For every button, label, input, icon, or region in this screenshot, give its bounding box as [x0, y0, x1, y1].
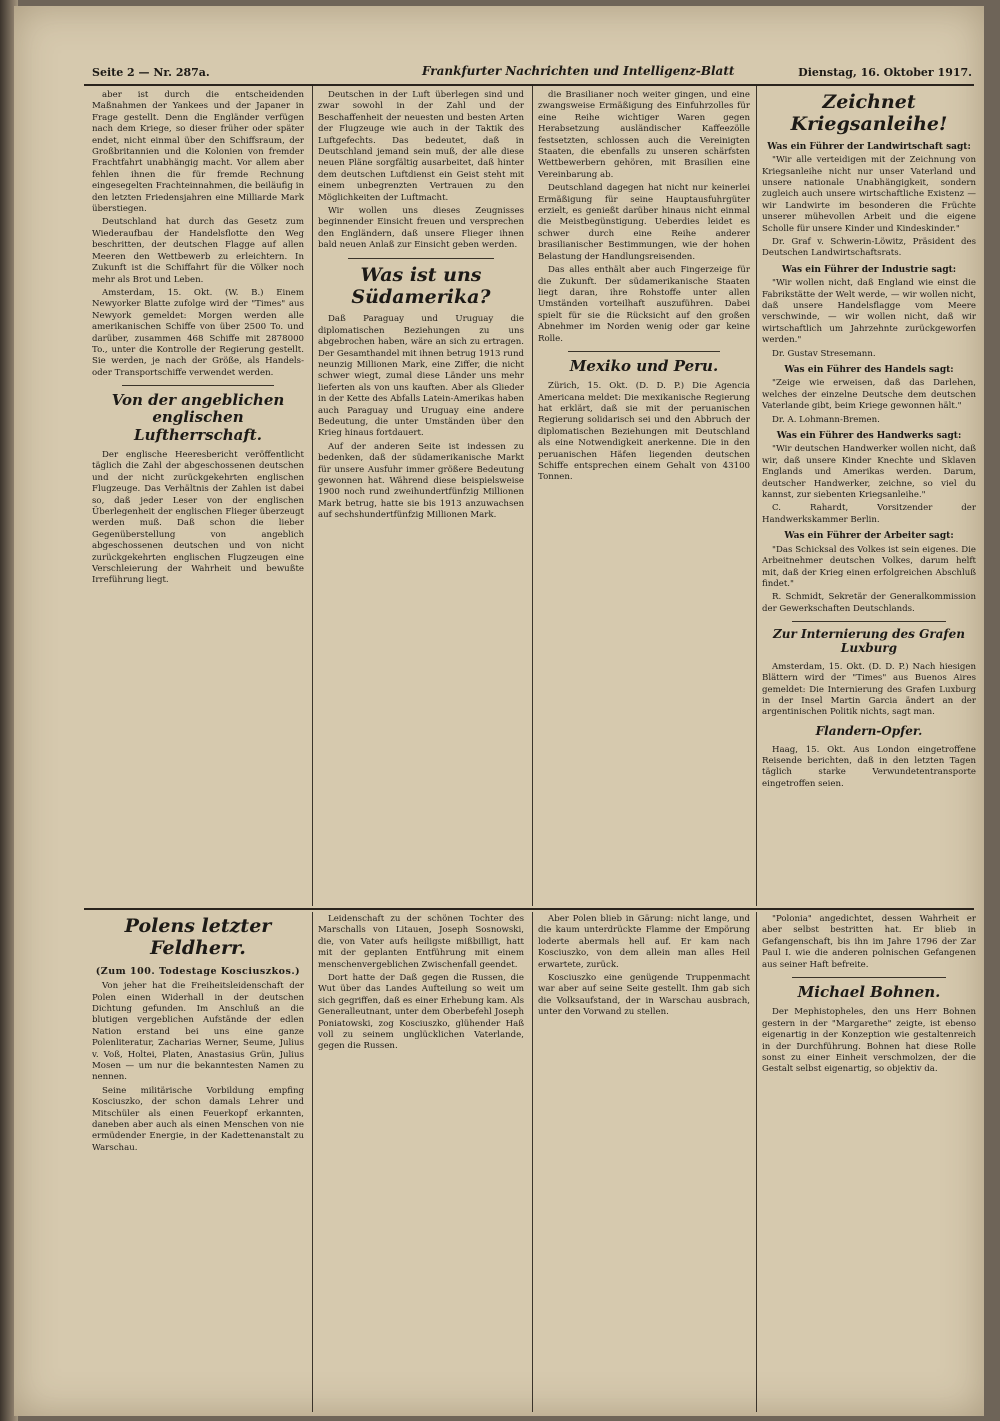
column-divider [312, 86, 313, 906]
column-3 [538, 90, 750, 904]
article-text: Auf der anderen Seite ist indessen zu bedenken, daß der südamerikanische Markt für unsere Ausfuhr immer größere Bedeutung gewonnen hat. Während diese beispielsweise 1900 noch rund zweihundertfünfzig Millionen Mark betrug, hatte sie bis 1913 anzuwachsen auf sechshundertfünfzig Millionen Mark. [318, 441, 524, 521]
page-header [92, 64, 972, 82]
article-headline: Von der angeblichen englischen Luftherrschaft. [111, 391, 285, 444]
column-divider [532, 86, 533, 906]
article-text: Haag, 15. Okt. Aus London eingetroffene Reisende berichten, daß in den letzten Tagen täglich starke Verwundetentransporte eingetroffen seien. [762, 744, 976, 789]
column-2 [318, 90, 524, 904]
bottom-column-4 [762, 914, 976, 1410]
article-separator [568, 351, 720, 352]
article-separator [792, 977, 946, 978]
article-text: Der englische Heeresbericht veröffentlicht täglich die Zahl der abgeschossenen deutschen und der nicht zurückgekehrten englischen Flugzeuge. Das Verhältnis der Zahlen ist dabei so, daß jeder Leser von der englischen Überlegenheit der englischen Flieger überzeugt werden muß. Daß schon die lieber Gegenüberstellung von angeblich abgeschossenen deutschen und von nicht zurückgekehrten englischen Flugzeugen eine Verschleierung der Wahrheit und bewußte Irreführung liegt. [92, 449, 304, 586]
article-text: Daß Paraguay und Uruguay die diplomatischen Beziehungen zu uns abgebrochen haben, wäre an sich zu ertragen. Der Gesamthandel mit ihnen betrug 1913 rund neunzig Millionen Mark, eine Ziffer, die nicht schwer wiegt, zumal diese Länder uns mehr lieferten als von uns kauften. Aber als Glieder in der Kette des Abfalls Latein-Amerikas haben auch Paraguay und Uruguay eine andere Bedeutung, die unter Umständen über den Krieg hinaus fortdauert. [318, 314, 524, 439]
article-headline: Zeichnet Kriegsanleihe! [790, 91, 948, 135]
article-text: Dort hatte der Daß gegen die Russen, die Wut über das Landes Aufteilung so weit um sich gegriffen, daß es einer Erhebung kam. Als Generalleutnant, unter dem Oberbefehl Joseph Poniatowski, zog Kosciuszko, glühender Haß voll zu seinem unglücklichen Vaterlande, gegen die Russen. [318, 973, 524, 1052]
article-headline: Flandern-Opfer. [815, 723, 923, 738]
quote-text: "Das Schicksal des Volkes ist sein eigenes. Die Arbeitnehmer deutschen Volkes, darum helft mit, daß der Krieg einen erfolgreichen Abschluß findet." [762, 544, 976, 589]
article-text: Der Mephistopheles, den uns Herr Bohnen gestern in der "Margarethe" zeigte, ist ebenso eigenartig in der Konzeption wie gestaltenreich in der Durchführung. Bohnen hat diese Rolle sonst zu einer Einheit verschmolzen, der die Gestalt selbst eigenartig, so objektiv da. [762, 1007, 976, 1075]
article-headline: Polens letzter Feldherr. [124, 915, 272, 959]
article-headline: Mexiko und Peru. [569, 356, 719, 375]
bottom-column-1 [92, 914, 304, 1410]
article-text: Seine militärische Vorbildung empfing Kosciuszko, der schon damals Lehrer und Mitschüler als einen Feuerkopf erkannten, daneben aber auch als einen Menschen von nie ermüdender Energie, in der Kadettenanstalt zu Warschau. [92, 1085, 304, 1153]
quote-heading: Was ein Führer der Arbeiter sagt: [784, 531, 954, 542]
section-rule [84, 908, 974, 910]
column-divider [532, 912, 533, 1412]
article-text: Aber Polen blieb in Gärung: nicht lange, und die kaum unterdrückte Flamme der Empörung loderte abermals hell auf. Er kam nach Kosciuszko, von dem allein man alles Heil erwartete, zurück. [538, 914, 750, 970]
newspaper-page [14, 6, 984, 1416]
page-number: Seite 2 — Nr. 287a. [92, 66, 210, 79]
bottom-column-2 [318, 914, 524, 1410]
quote-heading: Was ein Führer des Handwerks sagt: [776, 431, 962, 442]
quote-text: "Zeige wie erweisen, daß das Darlehen, welches der einzelne Deutsche dem deutschen Vaterlande gibt, beim Kriege gewonnen hält." [762, 378, 976, 412]
quote-text: "Wir deutschen Handwerker wollen nicht, daß wir, daß unsere Kinder Knechte und Sklaven Englands und Amerikas werden. Darum, deutscher Handwerker, zeichne, so viel du kannst, zur siebenten Kriegsanleihe." [762, 444, 976, 501]
article-text: Amsterdam, 15. Okt. (D. D. P.) Nach hiesigen Blättern wird der "Times" aus Buenos Aires gemeldet: Die Internierung des Grafen Luxburg in der Insel Martin Garcia ändert an der argentinischen Politik nichts, sagt man. [762, 661, 976, 718]
article-text: aber ist durch die entscheidenden Maßnahmen der Yankees und der Japaner in Frage gestellt. Denn die Engländer verfügen nach dem Kriege, so dieser früher oder später endet, nicht einmal über den Schiffsraum, der Großbritannien und die Kolonien von fremder Frachtfahrt unabhängig macht. Vor allem aber fehlen ihnen die für fremde Rechnung eingesegelten Frachteinnahmen, die beiläufig in den letzten Friedensjahren eine Milliarde Mark überstiegen. [92, 90, 304, 215]
article-text: Das alles enthält aber auch Fingerzeige für die Zukunft. Der südamerikanische Staaten liegt daran, ihre Rohstoffe unter allen Umständen vorteilhaft auszuführen. Dabei spielt für sie die Rücksicht auf den großen Abnehmer im Norden wenig oder gar keine Rolle. [538, 265, 750, 344]
issue-date: Dienstag, 16. Oktober 1917. [798, 66, 972, 79]
column-4 [762, 90, 976, 904]
quote-signature: Dr. Gustav Stresemann. [772, 348, 876, 359]
article-text: Deutschen in der Luft überlegen sind und zwar sowohl in der Zahl und der Beschaffenheit der neuesten und besten Arten der Flugzeuge wie auch in der Taktik des Luftgefechts. Das bedeutet, daß in Deutschland jemand sein muß, der alle diese neuen Pläne sorgfältig ausarbeitet, daß hinter dem deutschen Luftdienst ein Geist steht mit einem unbegrenzten Vertrauen zu den Möglichkeiten der Luftmacht. [318, 90, 524, 203]
article-text: Wir wollen uns dieses Zeugnisses beginnender Einsicht freuen und versprechen den Engländern, daß unsere Flieger ihnen bald neuen Anlaß zur Einsicht geben werden. [318, 206, 524, 251]
article-text: Von jeher hat die Freiheitsleidenschaft der Polen einen Widerhall in der deutschen Dichtung gefunden. Im Anschluß an die blutigen vergeblichen Aufstände der edlen Nation erstand bei uns eine ganze Polenliteratur, Zacharias Werner, Seume, Julius v. Voß, Holtei, Platen, Anastasius Grün, Julius Mosen — um nur die bekanntesten Namen zu nennen. [92, 981, 304, 1083]
header-rule [84, 84, 974, 86]
article-headline: Zur Internierung des Grafen Luxburg [773, 627, 965, 655]
newspaper-title: Frankfurter Nachrichten und Intelligenz-Blatt [422, 64, 735, 78]
quote-heading: Was ein Führer der Industrie sagt: [781, 264, 957, 275]
column-1 [92, 90, 304, 904]
article-text: Deutschland hat durch das Gesetz zum Wiederaufbau der Handelsflotte den Weg beschritten, der deutschen Flagge auf allen Meeren den Wettbewerb zu erleichtern. In Zukunft ist die Schiffahrt für die Völker noch mehr als Brot und Leben. [92, 217, 304, 285]
column-divider [312, 912, 313, 1412]
article-text: Amsterdam, 15. Okt. (W. B.) Einem Newyorker Blatte zufolge wird der "Times" aus Newyork gemeldet: Morgen werden alle amerikanischen Schiffe von über 2500 To. und darüber, zusammen 468 Schiffe mit 2878000 To., unter die Kontrolle der Regierung gestellt. Sie werden, je nach der Größe, als Handels- oder Transportschiffe verwendet werden. [92, 287, 304, 378]
quote-signature: Dr. A. Lohmann-Bremen. [772, 414, 880, 425]
article-headline: Michael Bohnen. [797, 983, 941, 1002]
article-text: "Polonia" angedichtet, dessen Wahrheit er aber selbst bestritten hat. Er blieb in Gefangenschaft, bis ihn im Jahre 1796 der Zar Paul I. wie die anderen polnischen Gefangenen aus seiner Haft befreite. [762, 914, 976, 970]
quote-signature: Dr. Graf v. Schwerin-Löwitz, Präsident des Deutschen Landwirtschaftsrats. [762, 236, 976, 259]
quote-text: "Wir alle verteidigen mit der Zeichnung von Kriegsanleihe nicht nur unser Vaterland und unsere nationale Unabhängigkeit, sondern zugleich auch unsere wirtschaftliche Existenz — wir Landwirte im besonderen die Früchte unserer mühevollen Arbeit und die eigene Scholle für unsere Kinder und Kindeskinder." [762, 155, 976, 234]
article-text: Zürich, 15. Okt. (D. D. P.) Die Agencia Americana meldet: Die mexikanische Regierung hat erklärt, daß sie mit der peruanischen Regierung solidarisch sei und den Abbruch der diplomatischen Beziehungen mit Deutschland als eine Notwendigkeit anerkenne. Die in den peruanischen Häfen liegenden deutschen Schiffe entsprechen einem Gehalt von 43100 Tonnen. [538, 381, 750, 483]
column-divider [756, 86, 757, 906]
article-separator [122, 385, 274, 386]
quote-signature: C. Rahardt, Vorsitzender der Handwerkskammer Berlin. [762, 503, 976, 525]
article-text: die Brasilianer noch weiter gingen, und eine zwangsweise Ermäßigung des Einfuhrzolles für eine Reihe wichtiger Waren gegen Herabsetzung ausländischer Kaffeezölle festsetzten, schlossen auch die Vereinigten Staaten, die ebenfalls zu unseren schärfsten Wettbewerbern gehören, mit Brasilien eine Vereinbarung ab. [538, 90, 750, 180]
article-separator [792, 621, 946, 622]
article-subheadline: (Zum 100. Todestage Kosciuszkos.) [95, 965, 301, 977]
article-headline: Was ist uns Südamerika? [351, 263, 491, 308]
column-divider [756, 912, 757, 1412]
quote-text: "Wir wollen nicht, daß England wie einst die Fabrikstätte der Welt werde, — wir wollen nicht, daß unsere Handelsflagge vom Meere verschwinde, — wir wollen nicht, daß wir wirtschaftlich um Jahrzehnte zurückgeworfen werden." [762, 278, 976, 346]
quote-heading: Was ein Führer des Handels sagt: [784, 365, 954, 375]
article-separator [348, 258, 494, 259]
article-text: Kosciuszko eine genügende Truppenmacht war aber auf seine Seite gestellt. Ihm gab sich die Volksaufstand, der in Warschau ausbrach, unter den Vorwand zu stellen. [538, 973, 750, 1018]
article-text: Leidenschaft zu der schönen Tochter des Marschalls von Litauen, Joseph Sosnowski, die, von Vater aufs heiligste mißbilligt, hatt mit der geplanten Entführung mit einem menschenvergeblichen Zwischenfall geendet. [318, 914, 524, 970]
quote-signature: R. Schmidt, Sekretär der Generalkommission der Gewerkschaften Deutschlands. [762, 592, 976, 614]
article-text: Deutschland dagegen hat nicht nur keinerlei Ermäßigung für seine Hauptausfuhrgüter erzielt, es genießt darüber hinaus nicht einmal die Meistbegünstigung. Ueberdies leidet es schwer durch eine Reihe anderer brasilianischer Bestimmungen, wie der hohen Belastung der Handlungsreisenden. [538, 183, 750, 262]
quote-heading: Was ein Führer der Landwirtschaft sagt: [767, 141, 971, 152]
bottom-column-3 [538, 914, 750, 1410]
